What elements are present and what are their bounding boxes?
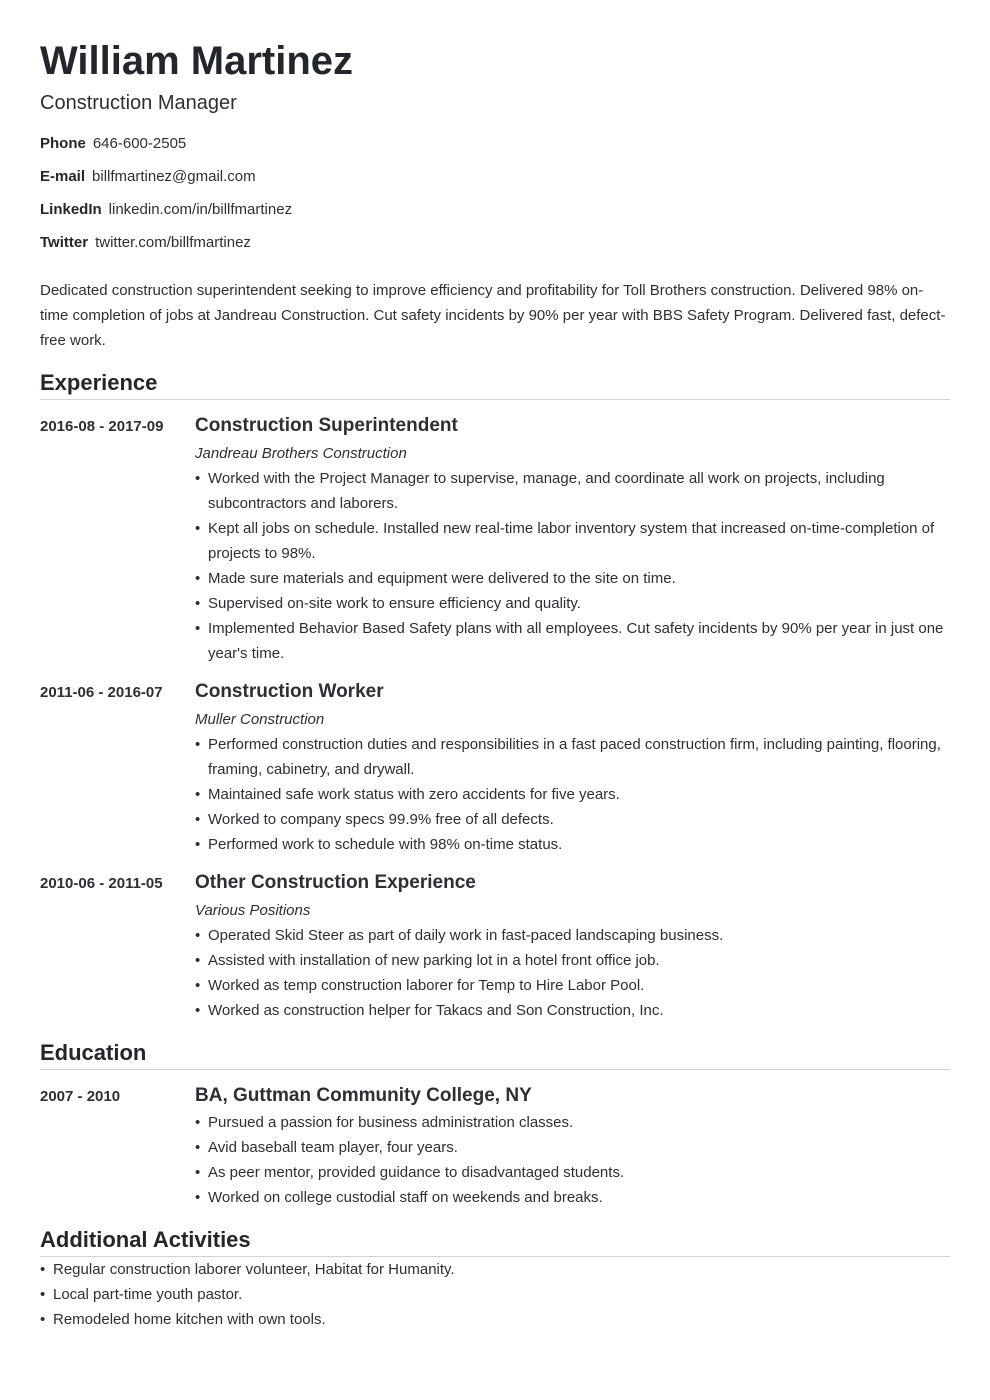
bullet-text: Remodeled home kitchen with own tools.: [53, 1311, 326, 1328]
bullet-list: [195, 923, 950, 1023]
bullet-icon: •: [195, 952, 201, 969]
bullet-item: [195, 616, 950, 666]
bullet-item: [195, 948, 950, 973]
bullet-icon: •: [195, 1139, 201, 1156]
bullet-text: Pursued a passion for business administration classes.: [208, 1114, 574, 1131]
candidate-title: Construction Manager: [40, 92, 237, 114]
bullet-icon: •: [195, 1002, 201, 1019]
bullet-icon: •: [195, 620, 201, 637]
bullet-list: [195, 732, 950, 857]
bullet-item: [195, 516, 950, 566]
entry-organization: Muller Construction: [195, 711, 325, 728]
contact-value: twitter.com/billfmartinez: [95, 234, 251, 251]
bullet-text: Worked with the Project Manager to supervise, manage, and coordinate all work on projects, including subcontractors and laborers.: [208, 470, 885, 512]
bullet-text: Worked to company specs 99.9% free of all defects.: [208, 811, 554, 828]
bullet-item: [195, 832, 950, 857]
bullet-icon: •: [195, 811, 201, 828]
bullet-icon: •: [195, 736, 201, 753]
bullet-text: Implemented Behavior Based Safety plans with all employees. Cut safety incidents by 90% per year in just one year's time.: [208, 620, 944, 662]
contact-twitter: [40, 233, 950, 266]
education-entry: [40, 1082, 950, 1210]
bullet-icon: •: [195, 1189, 201, 1206]
entry-date: 2011-06 - 2016-07: [40, 684, 163, 701]
bullet-text: Worked as construction helper for Takacs and Son Construction, Inc.: [208, 1002, 664, 1019]
contact-email: [40, 167, 950, 200]
entry-date: 2010-06 - 2011-05: [40, 875, 163, 892]
bullet-text: Performed construction duties and responsibilities in a fast paced construction firm, including painting, flooring, framing, cabinetry, and drywall.: [208, 736, 941, 778]
bullet-list: [195, 466, 950, 666]
contact-linkedin: [40, 200, 950, 233]
education-heading: Education: [40, 1039, 950, 1070]
entry-date: 2007 - 2010: [40, 1088, 121, 1105]
bullet-item: [195, 998, 950, 1023]
bullet-item: [195, 591, 950, 616]
bullet-item: [195, 466, 950, 516]
bullet-item: [40, 1307, 950, 1332]
bullet-item: [195, 732, 950, 782]
experience-entry: [40, 869, 950, 1023]
bullet-text: Local part-time youth pastor.: [53, 1286, 243, 1303]
entry-organization: Jandreau Brothers Construction: [195, 445, 407, 462]
candidate-name: William Martinez: [40, 39, 354, 83]
bullet-item: [195, 1185, 950, 1210]
contact-label: LinkedIn: [40, 201, 102, 218]
bullet-item: [195, 566, 950, 591]
activities-heading: Additional Activities: [40, 1226, 950, 1257]
bullet-icon: •: [195, 520, 201, 537]
bullet-icon: •: [195, 470, 201, 487]
entry-body: [195, 412, 950, 666]
bullet-item: [195, 1110, 950, 1135]
bullet-icon: •: [195, 570, 201, 587]
bullet-text: Regular construction laborer volunteer, Habitat for Humanity.: [53, 1261, 455, 1278]
entry-body: [195, 678, 950, 857]
bullet-icon: •: [195, 1164, 201, 1181]
bullet-text: Avid baseball team player, four years.: [208, 1139, 458, 1156]
bullet-text: Made sure materials and equipment were delivered to the site on time.: [208, 570, 676, 587]
entry-body: [195, 869, 950, 1023]
activities-list: [40, 1257, 950, 1332]
contact-value: linkedin.com/in/billfmartinez: [108, 201, 293, 218]
bullet-icon: •: [195, 836, 201, 853]
bullet-icon: •: [40, 1311, 46, 1328]
bullet-icon: •: [195, 927, 201, 944]
bullet-text: Maintained safe work status with zero accidents for five years.: [208, 786, 620, 803]
profile-summary: Dedicated construction superintendent seeking to improve efficiency and profitability for Toll Brothers construction. Delivered 98% on-time completion of jobs at Jandreau Construction. Cut safety incidents by 90% per year with BBS Safety Program. Delivered fast, defect-free work.: [40, 282, 946, 349]
entry-title: Other Construction Experience: [195, 872, 476, 893]
bullet-icon: •: [40, 1286, 46, 1303]
bullet-item: [195, 807, 950, 832]
resume-page: [40, 0, 950, 1332]
bullet-item: [195, 973, 950, 998]
bullet-icon: •: [195, 977, 201, 994]
bullet-item: [40, 1257, 950, 1282]
bullet-text: Kept all jobs on schedule. Installed new real-time labor inventory system that increased on-time-completion of projects to 98%.: [208, 520, 935, 562]
entry-title: Construction Superintendent: [195, 415, 458, 436]
bullet-item: [195, 782, 950, 807]
bullet-text: Supervised on-site work to ensure efficiency and quality.: [208, 595, 581, 612]
contact-label: Twitter: [40, 234, 89, 251]
bullet-icon: •: [195, 786, 201, 803]
bullet-icon: •: [40, 1261, 46, 1278]
bullet-text: Operated Skid Steer as part of daily work in fast-paced landscaping business.: [208, 927, 724, 944]
bullet-text: Worked on college custodial staff on weekends and breaks.: [208, 1189, 603, 1206]
contact-label: Phone: [40, 135, 86, 152]
bullet-icon: •: [195, 1114, 201, 1131]
entry-date: 2016-08 - 2017-09: [40, 418, 164, 435]
experience-entry: [40, 412, 950, 666]
entry-body: [195, 1082, 950, 1210]
bullet-list: [195, 1110, 950, 1210]
bullet-icon: •: [195, 595, 201, 612]
contact-list: [40, 134, 950, 266]
experience-entry: [40, 678, 950, 857]
bullet-text: Performed work to schedule with 98% on-time status.: [208, 836, 563, 853]
contact-label: E-mail: [40, 168, 86, 185]
contact-phone: [40, 134, 950, 167]
bullet-item: [195, 923, 950, 948]
bullet-text: Worked as temp construction laborer for Temp to Hire Labor Pool.: [208, 977, 645, 994]
entry-organization: Various Positions: [195, 902, 311, 919]
bullet-item: [195, 1135, 950, 1160]
bullet-item: [195, 1160, 950, 1185]
contact-value: billfmartinez@gmail.com: [92, 168, 256, 185]
entry-title: BA, Guttman Community College, NY: [195, 1085, 532, 1106]
contact-value: 646-600-2505: [92, 135, 187, 152]
bullet-text: As peer mentor, provided guidance to disadvantaged students.: [208, 1164, 625, 1181]
bullet-item: [40, 1282, 950, 1307]
bullet-text: Assisted with installation of new parking lot in a hotel front office job.: [208, 952, 660, 969]
experience-heading: Experience: [40, 369, 950, 400]
entry-title: Construction Worker: [195, 681, 384, 702]
